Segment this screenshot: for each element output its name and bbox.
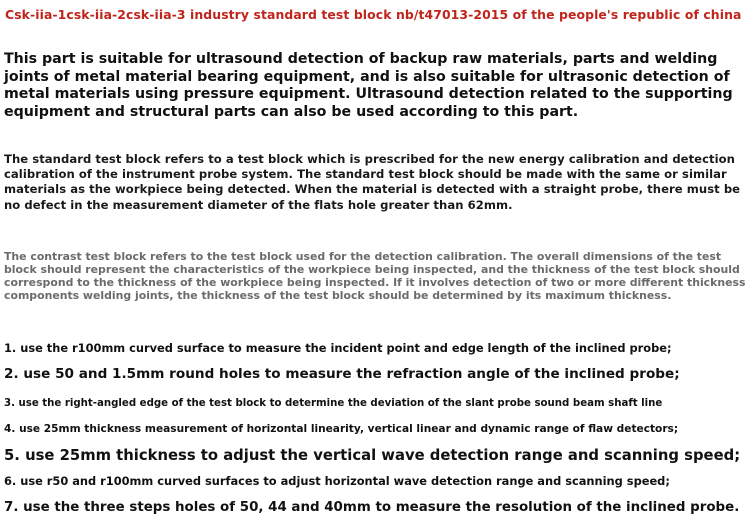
list-item: 5. use 25mm thickness to adjust the vertical wave detection range and scanning speed; — [4, 447, 741, 464]
list-item: 2. use 50 and 1.5mm round holes to measure the refraction angle of the inclined probe; — [4, 366, 680, 382]
list-item: 7. use the three steps holes of 50, 44 and 40mm to measure the resolution of the inclined probe. — [4, 500, 740, 515]
list-item: 4. use 25mm thickness measurement of horizontal linearity, vertical linear and dynamic range of flaw detectors; — [4, 423, 679, 435]
page-title: Csk-iia-1csk-iia-2csk-iia-3 industry standard test block nb/t47013-2015 of the people's republic of china — [5, 7, 742, 22]
uses-list — [4, 338, 753, 528]
list-item: 1. use the r100mm curved surface to measure the incident point and edge length of the inclined probe; — [4, 341, 672, 355]
list-item: 6. use r50 and r100mm curved surfaces to adjust horizontal wave detection range and scanning speed; — [4, 474, 670, 488]
scope-paragraph: This part is suitable for ultrasound detection of backup raw materials, parts and welding joints of metal material bearing equipment, and is also suitable for ultrasonic detection of metal materials using pressure equipment. Ultrasound detection related to the supporting equipment and structural parts can also be used according to this part. — [4, 51, 733, 120]
list-item: 3. use the right-angled edge of the test block to determine the deviation of the slant probe sound beam shaft line — [4, 398, 663, 409]
contrast-block-paragraph: The contrast test block refers to the test block used for the detection calibration. The overall dimensions of the test block should represent the characteristics of the workpiece being inspected, and the thickness of the test block should correspond to the thickness of the workpiece being inspected. If it involves detection of two or more different thickness components welding joints, the thickness of the test block should be determined by its maximum thickness. — [4, 250, 746, 302]
standard-block-paragraph: The standard test block refers to a test block which is prescribed for the new energy calibration and detection calibration of the instrument probe system. The standard test block should be made with the same or similar materials as the workpiece being detected. When the material is detected with a straight probe, there must be no defect in the measurement diameter of the flats hole greater than 62mm. — [4, 152, 741, 212]
